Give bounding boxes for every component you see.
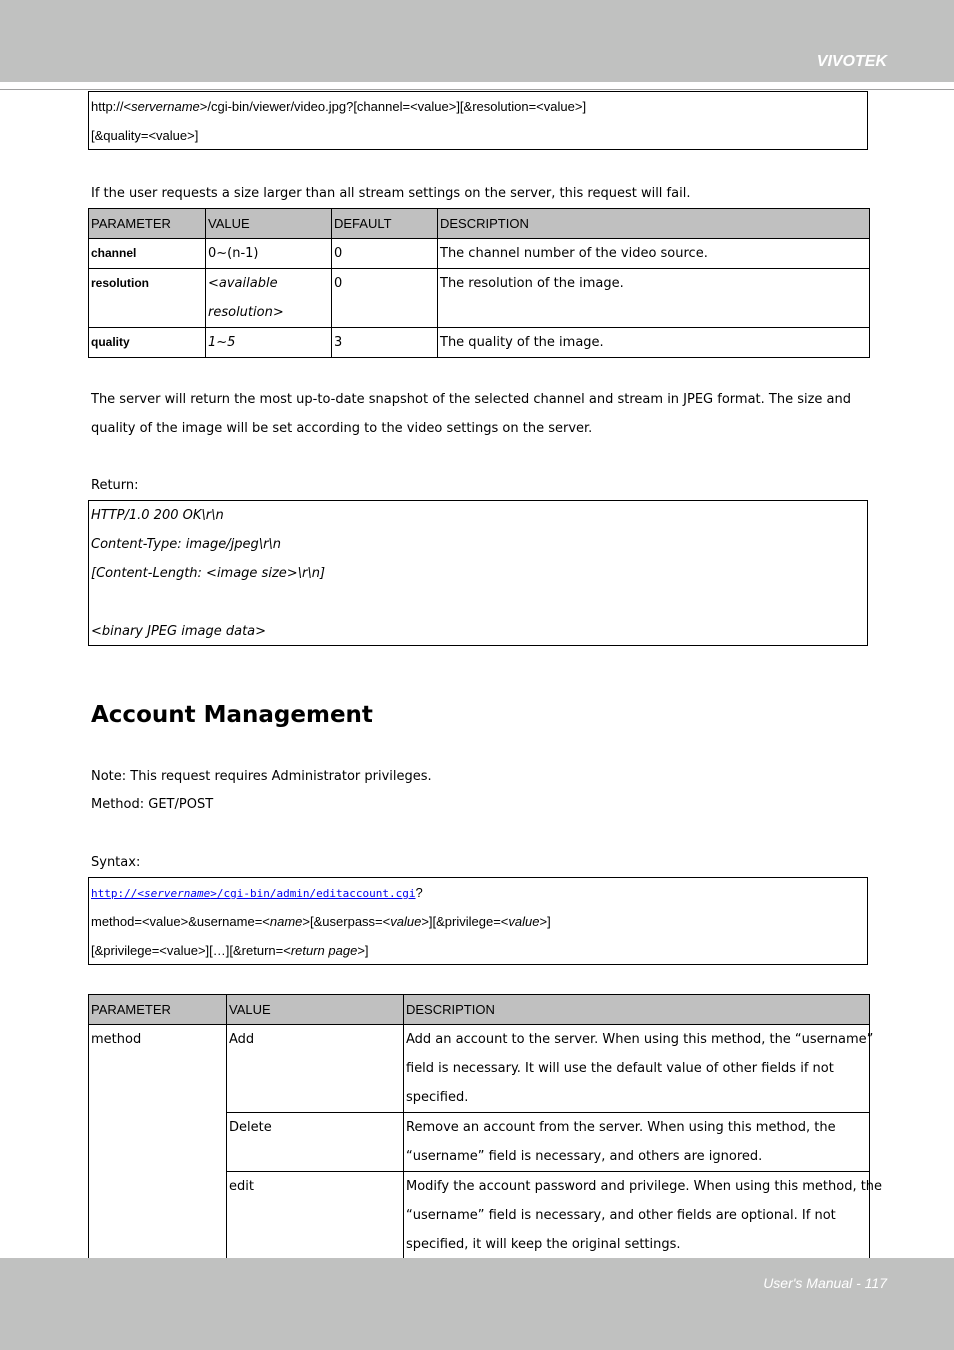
- param-description: [404, 1025, 874, 1113]
- table-row: [89, 328, 870, 358]
- syntax-line-1: [89, 92, 867, 121]
- param-description: The channel number of the video source.: [438, 239, 870, 269]
- syntax-text: ?: [415, 885, 423, 900]
- method-text: Method: GET/POST: [91, 797, 214, 812]
- return-box: [88, 500, 868, 646]
- param-value: 1~5: [206, 328, 332, 358]
- param-description: The quality of the image.: [438, 328, 870, 358]
- syntax-text: >][&privilege=<: [421, 914, 509, 929]
- description-line: Modify the account password and privilege. When using this method, the: [406, 1179, 883, 1194]
- return-line: Content-Type: image/jpeg\r\n: [91, 537, 282, 552]
- return-line: HTTP/1.0 200 OK\r\n: [91, 508, 224, 523]
- param-default: 0: [332, 239, 438, 269]
- param-value: Add: [227, 1025, 404, 1113]
- header-divider: [0, 89, 954, 90]
- servername-placeholder: servername: [143, 887, 211, 900]
- snapshot-syntax-box: [88, 91, 868, 150]
- syntax-label: Syntax:: [91, 855, 141, 870]
- param-value: 0~(n-1): [206, 239, 332, 269]
- table-row: [89, 1025, 870, 1113]
- description-line: “username” field is necessary, and other fields are optional. If not: [406, 1208, 836, 1223]
- admin-note: Note: This request requires Administrator privileges.: [91, 769, 432, 784]
- table-row: [89, 239, 870, 269]
- param-name: method: [89, 1025, 227, 1260]
- return-description-line-1: The server will return the most up-to-date snapshot of the selected channel and stream in JPEG format. The size and: [91, 392, 852, 407]
- return-line: [Content-Length: <image size>\r\n]: [91, 566, 326, 581]
- link-text: http://<: [91, 887, 144, 900]
- return-blank-line: [89, 588, 867, 617]
- return-line: <binary JPEG image data>: [91, 624, 267, 639]
- syntax-line-2: [89, 907, 867, 936]
- description-line: “username” field is necessary, and others are ignored.: [406, 1149, 763, 1164]
- param-value: [206, 269, 332, 328]
- param-description: [404, 1113, 870, 1172]
- col-header-value: VALUE: [206, 209, 332, 239]
- snapshot-parameter-table: [88, 208, 870, 358]
- param-name: quality: [89, 328, 206, 358]
- syntax-placeholder: return page: [290, 943, 358, 958]
- link-text: >/cgi-bin/admin/editaccount.cgi: [210, 887, 416, 900]
- param-name: resolution: [89, 269, 206, 328]
- value-line: <available: [208, 276, 278, 291]
- syntax-line-1: [89, 878, 867, 907]
- page-footer: [0, 1258, 954, 1350]
- syntax-placeholder: value: [508, 914, 540, 929]
- col-header-description: DESCRIPTION: [438, 209, 870, 239]
- account-syntax-box: [88, 877, 868, 965]
- param-default: 0: [332, 269, 438, 328]
- syntax-text: >[&userpass=<: [302, 914, 391, 929]
- col-header-parameter: PARAMETER: [89, 995, 227, 1025]
- return-description-line-2: quality of the image will be set according to the video settings on the server.: [91, 421, 593, 436]
- syntax-text: >/cgi-bin/viewer/video.jpg?[channel=<value>][&resolution=<value>]: [199, 99, 587, 114]
- syntax-line-2: [&quality=<value>]: [91, 128, 199, 143]
- syntax-line-3: [89, 936, 867, 965]
- syntax-text: [&privilege=<value>][…][&return=<: [91, 943, 291, 958]
- col-header-default: DEFAULT: [332, 209, 438, 239]
- account-parameter-table: [88, 994, 883, 1260]
- syntax-text: http://<: [91, 99, 132, 114]
- col-header-description: DESCRIPTION: [404, 995, 870, 1025]
- servername-placeholder: servername: [131, 99, 200, 114]
- syntax-placeholder: value: [390, 914, 422, 929]
- param-default: 3: [332, 328, 438, 358]
- param-value: Delete: [227, 1113, 404, 1172]
- description-line: specified, it will keep the original settings.: [406, 1237, 681, 1252]
- param-value: edit: [227, 1172, 404, 1260]
- value-line: resolution>: [208, 305, 284, 320]
- description-line: field is necessary. It will use the default value of other fields if not: [406, 1061, 834, 1076]
- page-number: User's Manual - 117: [763, 1275, 887, 1291]
- syntax-text: >]: [357, 943, 369, 958]
- syntax-text: method=<value>&username=<: [91, 914, 270, 929]
- param-description: The resolution of the image.: [438, 269, 870, 328]
- syntax-text: >]: [539, 914, 551, 929]
- size-note: If the user requests a size larger than all stream settings on the server, this request will fail.: [91, 186, 691, 201]
- col-header-parameter: PARAMETER: [89, 209, 206, 239]
- table-header-row: [89, 209, 870, 239]
- col-header-value: VALUE: [227, 995, 404, 1025]
- table-header-row: [89, 995, 870, 1025]
- brand-logo: VIVOTEK: [816, 53, 887, 70]
- return-label: Return:: [91, 478, 139, 493]
- editaccount-link[interactable]: [91, 887, 416, 900]
- page-header: [0, 0, 954, 82]
- description-line: specified.: [406, 1090, 469, 1105]
- syntax-placeholder: name: [269, 914, 303, 929]
- param-name: channel: [89, 239, 206, 269]
- param-description: [404, 1172, 883, 1260]
- section-title: Account Management: [91, 702, 373, 728]
- table-row: [89, 269, 870, 328]
- description-line: Add an account to the server. When using this method, the “username”: [406, 1032, 874, 1047]
- description-line: Remove an account from the server. When using this method, the: [406, 1120, 836, 1135]
